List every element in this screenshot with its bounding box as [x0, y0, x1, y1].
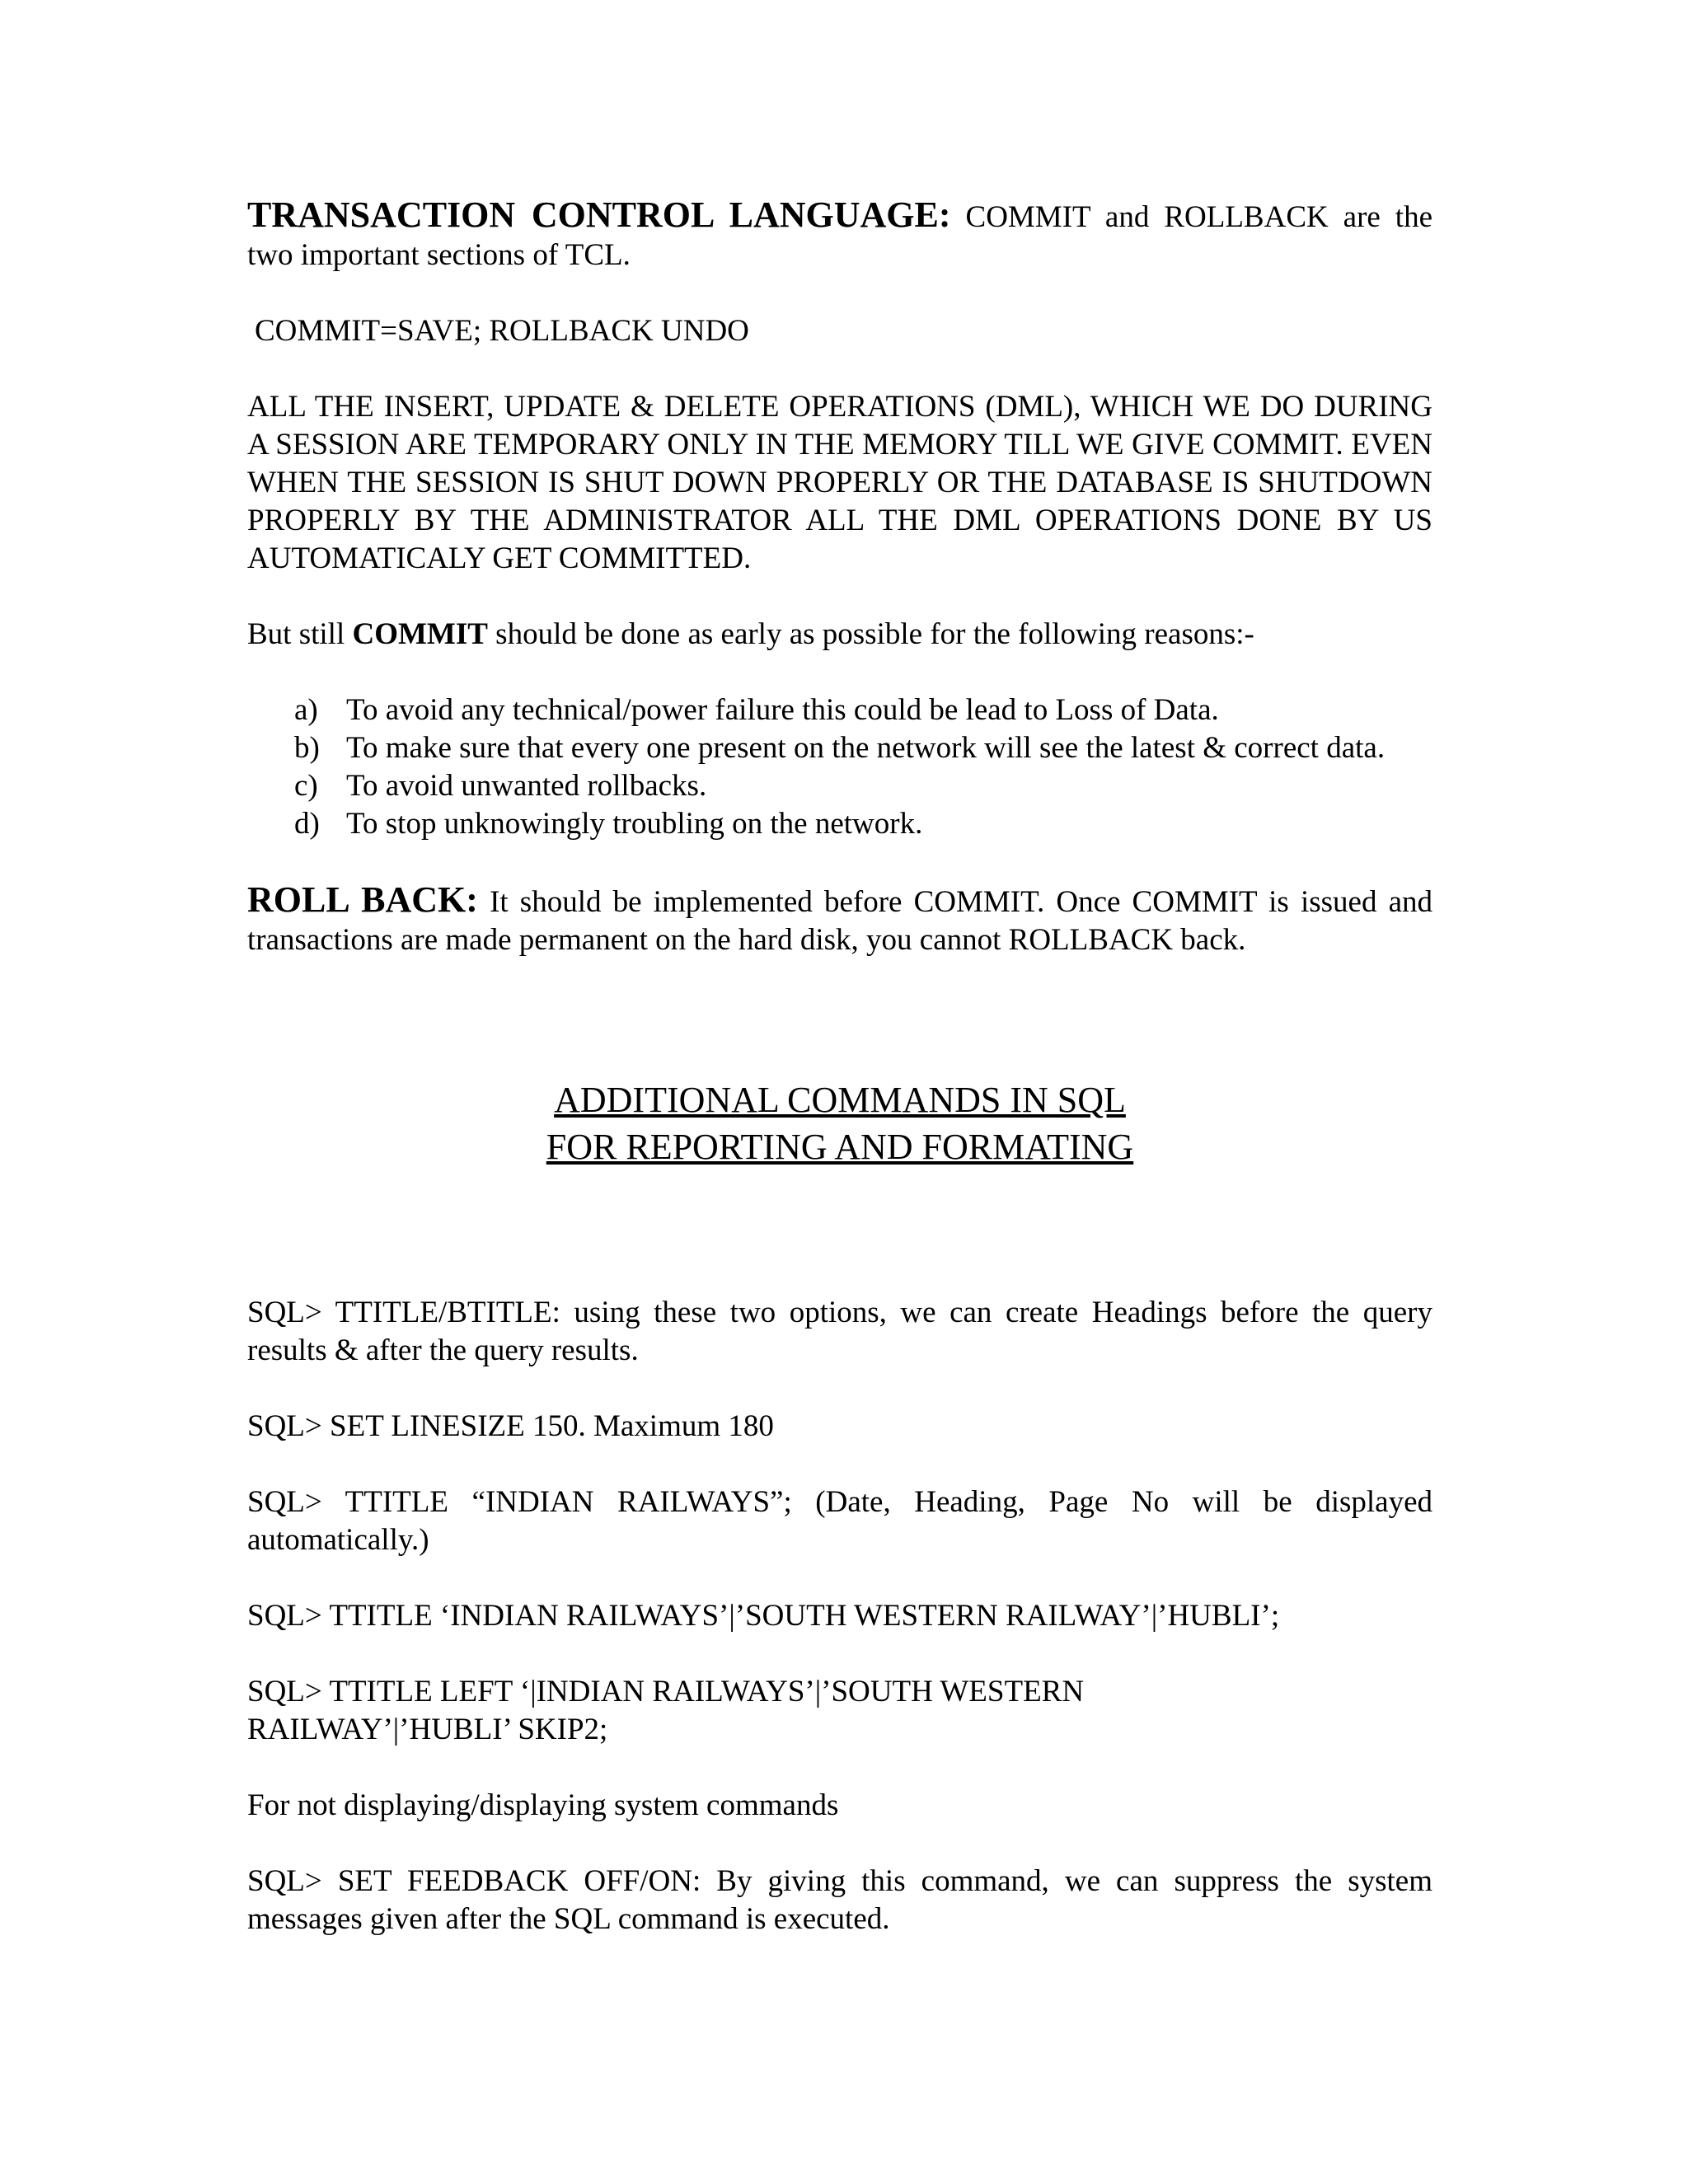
- reasons-intro: [247, 616, 1432, 654]
- list-item: [247, 691, 1432, 729]
- rollback-paragraph: [247, 881, 1432, 959]
- list-item: [247, 729, 1432, 767]
- ttitle-btitle-paragraph: SQL> TTITLE/BTITLE: using these two options, we can create Headings before the query results & after the query results.: [247, 1296, 1432, 1367]
- rollback-text: It should be implemented before COMMIT. Once COMMIT is issued and transactions are made permanent on the hard disk, you cannot ROLLBACK back.: [247, 885, 1432, 957]
- section-title-line-1: ADDITIONAL COMMANDS IN SQL: [554, 1080, 1126, 1120]
- list-marker: a): [294, 693, 318, 727]
- list-item-text: To stop unknowingly troubling on the network.: [346, 807, 923, 841]
- list-item-text: To make sure that every one present on the network will see the latest & correct data.: [346, 731, 1386, 765]
- list-item-text: To avoid unwanted rollbacks.: [346, 769, 707, 803]
- document-page: [247, 196, 1432, 1938]
- reasons-bold-commit: COMMIT: [352, 617, 488, 651]
- dml-caps-paragraph: ALL THE INSERT, UPDATE & DELETE OPERATIONS (DML), WHICH WE DO DURING A SESSION ARE TEMPORARY ONLY IN THE MEMORY TILL WE GIVE COMMIT. EVEN WHEN THE SESSION IS SHUT DOWN PROPERLY OR THE DATABASE IS SHUTDOWN PROPERLY BY THE ADMINISTRATOR ALL THE DML OPERATIONS DONE BY US AUTOMATICALY GET COMMITTED.: [247, 390, 1432, 575]
- ttitle-left-line-2: RAILWAY’|’HUBLI’ SKIP2;: [247, 1713, 608, 1746]
- commit-save-line: COMMIT=SAVE; ROLLBACK UNDO: [255, 314, 749, 348]
- section-title: [247, 1076, 1432, 1170]
- list-item: [247, 805, 1432, 843]
- section-title-line-2: FOR REPORTING AND FORMATING: [546, 1127, 1134, 1167]
- list-marker: c): [294, 769, 318, 803]
- ttitle-left-line-1: SQL> TTITLE LEFT ‘|INDIAN RAILWAYS’|’SOUTH WESTERN: [247, 1675, 1085, 1708]
- reasons-list: [247, 691, 1432, 843]
- list-marker: d): [294, 807, 320, 841]
- list-item-text: To avoid any technical/power failure this could be lead to Loss of Data.: [346, 693, 1219, 727]
- linesize-line: SQL> SET LINESIZE 150. Maximum 180: [247, 1409, 774, 1443]
- list-item: [247, 767, 1432, 805]
- rollback-heading: ROLL BACK:: [247, 879, 478, 920]
- tcl-heading: TRANSACTION CONTROL LANGUAGE:: [247, 194, 951, 235]
- reasons-suffix: should be done as early as possible for the following reasons:-: [487, 617, 1254, 651]
- tcl-paragraph: [247, 196, 1432, 274]
- ttitle-indian-paragraph: SQL> TTITLE “INDIAN RAILWAYS”; (Date, Heading, Page No will be displayed automatically.): [247, 1485, 1432, 1557]
- ttitle-multi-line: SQL> TTITLE ‘INDIAN RAILWAYS’|’SOUTH WESTERN RAILWAY’|’HUBLI’;: [247, 1599, 1280, 1633]
- feedback-paragraph: SQL> SET FEEDBACK OFF/ON: By giving this command, we can suppress the system messages given after the SQL command is executed.: [247, 1864, 1432, 1936]
- system-commands-line: For not displaying/displaying system commands: [247, 1788, 839, 1822]
- reasons-prefix: But still: [247, 617, 353, 651]
- list-marker: b): [294, 731, 320, 765]
- tcl-intro: COMMIT and ROLLBACK are the two important sections of TCL.: [247, 200, 1433, 272]
- ttitle-left-block: [247, 1673, 1432, 1749]
